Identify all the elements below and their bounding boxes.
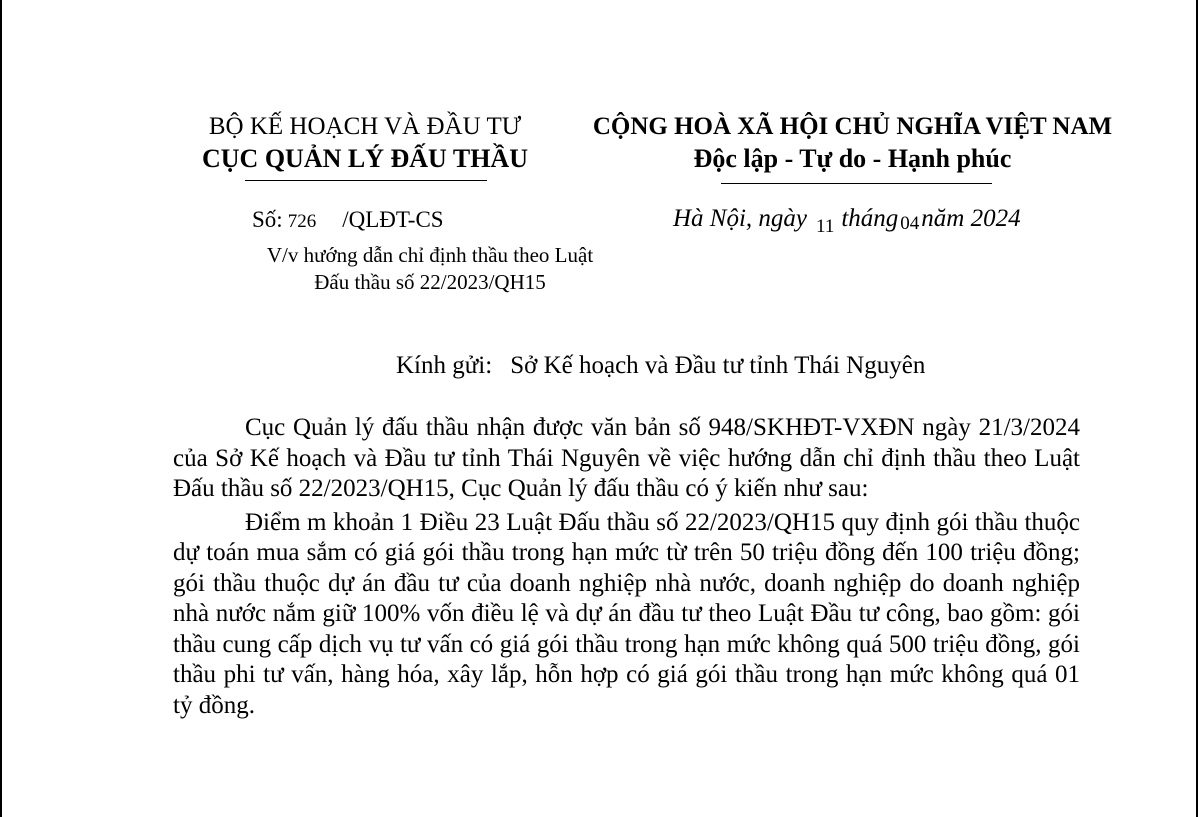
country-name: CỘNG HOÀ XÃ HỘI CHỦ NGHĨA VIỆT NAM	[592, 113, 1113, 140]
document-number	[252, 207, 444, 233]
doc-number-value: 726	[287, 211, 317, 232]
recipient-line	[396, 352, 925, 380]
subject-line-1: V/v hướng dẫn chỉ định thầu theo Luật	[266, 243, 594, 267]
subject-line-2: Đấu thầu số 22/2023/QH15	[314, 270, 546, 294]
ministry-name: BỘ KẾ HOẠCH VÀ ĐẦU TƯ	[208, 113, 522, 140]
recipient-label: Kính gửi:	[396, 352, 493, 379]
date-line	[673, 205, 1021, 237]
national-motto: Độc lập - Tự do - Hạnh phúc	[693, 144, 1012, 173]
agency-underline	[245, 180, 487, 181]
date-year: năm 2024	[921, 205, 1021, 232]
doc-code: /QLĐT-CS	[342, 207, 444, 232]
recipient-name: Sở Kế hoạch và Đầu tư tỉnh Thái Nguyên	[510, 352, 926, 379]
body-paragraph-2: Điểm m khoản 1 Điều 23 Luật Đấu thầu số 22/2023/QH15 quy định gói thầu thuộc dự toán mua sắm có giá gói thầu trong hạn mức từ trên 50 triệu đồng đến 100 triệu đồng; gói thầu thuộc dự án đầu tư của doanh nghiệp nhà nước, doanh nghiệp do doanh nghiệp nhà nước nắm giữ 100% vốn điều lệ và dự án đầu tư theo Luật Đầu tư công, bao gồm: gói thầu cung cấp dịch vụ tư vấn có giá gói thầu trong hạn mức không quá 500 triệu đồng, gói thầu phi tư vấn, hàng hóa, xây lắp, hỗn hợp có giá gói thầu trong hạn mức không quá 01 tỷ đồng.	[173, 508, 1080, 719]
page-left-edge	[0, 0, 2, 817]
doc-number-label: Số:	[252, 207, 283, 232]
month-label: tháng	[841, 205, 899, 232]
motto-underline	[721, 183, 992, 184]
document-subject	[140, 242, 720, 296]
body-paragraph-1: Cục Quản lý đấu thầu nhận được văn bản số 948/SKHĐT-VXĐN ngày 21/3/2024 của Sở Kế hoạch và Đầu tư tỉnh Thái Nguyên về việc hướng dẫn chỉ định thầu theo Luật Đấu thầu số 22/2023/QH15, Cục Quản lý đấu thầu có ý kiến như sau:	[173, 414, 1080, 502]
date-day: 11	[816, 216, 835, 237]
agency-name: CỤC QUẢN LÝ ĐẤU THẦU	[202, 144, 528, 173]
date-month: 04	[900, 213, 920, 234]
date-prefix: Hà Nội, ngày	[673, 205, 808, 232]
document-body	[173, 413, 1080, 724]
